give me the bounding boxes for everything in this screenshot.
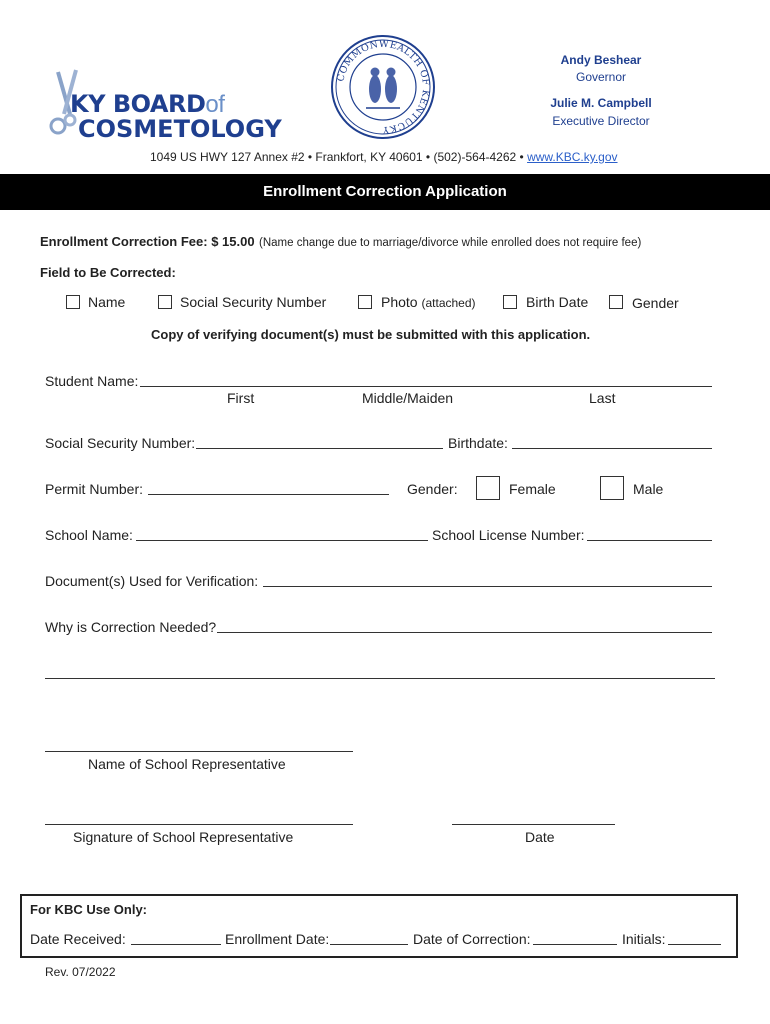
photo-checkbox[interactable] <box>358 295 372 309</box>
gender-checkbox[interactable] <box>609 295 623 309</box>
seal-icon <box>330 34 436 140</box>
middle-sublabel: Middle/Maiden <box>362 390 454 406</box>
kbc-logo <box>40 66 280 141</box>
ssn-input[interactable] <box>196 435 443 449</box>
gender-label: Gender: <box>407 481 458 497</box>
director-name: Julie M. Campbell <box>550 96 652 110</box>
kbc-use-title: For KBC Use Only: <box>30 902 148 917</box>
why-input[interactable] <box>217 619 712 633</box>
rep-signature-line[interactable] <box>45 811 353 825</box>
director-title: Executive Director <box>552 114 650 128</box>
name-option-label: Name <box>88 294 126 310</box>
logo-ky-board: KY BOARD <box>70 90 206 118</box>
rep-name-label: Name of School Representative <box>88 756 286 772</box>
initials-input[interactable] <box>668 931 721 945</box>
fee-note: (Name change due to marriage/divorce while enrolled does not require fee) <box>259 237 642 249</box>
signature-date-label: Date <box>525 829 555 845</box>
birthdate-input[interactable] <box>512 435 712 449</box>
first-sublabel: First <box>227 390 255 406</box>
date-of-correction-input[interactable] <box>533 931 617 945</box>
male-checkbox[interactable] <box>600 476 624 500</box>
permit-number-label: Permit Number: <box>45 481 144 497</box>
birth-date-option-label: Birth Date <box>526 294 589 310</box>
female-checkbox[interactable] <box>476 476 500 500</box>
birthdate-label: Birthdate: <box>448 435 508 451</box>
student-name-input[interactable] <box>140 373 712 387</box>
ssn-label: Social Security Number: <box>45 435 196 451</box>
fee-label: Enrollment Correction Fee: $ 15.00 <box>40 234 255 249</box>
male-label: Male <box>633 481 664 497</box>
enrollment-date-input[interactable] <box>330 931 408 945</box>
ssn-option-label: Social Security Number <box>180 294 327 310</box>
documents-label: Document(s) Used for Verification: <box>45 573 259 589</box>
logo-of: of <box>205 91 225 118</box>
date-received-input[interactable] <box>131 931 221 945</box>
signature-date-line[interactable] <box>452 811 615 825</box>
state-seal <box>330 34 436 140</box>
last-sublabel: Last <box>589 390 616 406</box>
gender-option-label: Gender <box>632 295 679 311</box>
why-label: Why is Correction Needed? <box>45 619 217 635</box>
copy-note: Copy of verifying document(s) must be submitted with this application. <box>151 327 591 342</box>
fee-line <box>40 233 641 251</box>
initials-label: Initials: <box>622 931 666 947</box>
address-text: 1049 US HWY 127 Annex #2 • Frankfort, KY 40601 • (502)-564-4262 • <box>150 150 524 164</box>
page-title: Enrollment Correction Application <box>0 174 770 210</box>
birth-date-checkbox[interactable] <box>503 295 517 309</box>
why-input-line-2[interactable] <box>45 665 715 679</box>
date-of-correction-label: Date of Correction: <box>413 931 531 947</box>
school-name-input[interactable] <box>136 527 428 541</box>
student-name-label: Student Name: <box>45 373 139 389</box>
kbc-use-box <box>20 894 738 958</box>
photo-option <box>381 294 476 310</box>
seal-text: COMMONWEALTH OF KENTUCKY <box>335 38 432 136</box>
permit-number-input[interactable] <box>148 481 389 495</box>
rep-signature-label: Signature of School Representative <box>73 829 294 845</box>
enrollment-date-label: Enrollment Date: <box>225 931 330 947</box>
documents-input[interactable] <box>263 573 712 587</box>
website-link[interactable]: www.KBC.ky.gov <box>527 150 618 164</box>
revision-label: Rev. 07/2022 <box>45 965 116 979</box>
female-label: Female <box>509 481 556 497</box>
name-checkbox[interactable] <box>66 295 80 309</box>
field-to-correct-label: Field to Be Corrected: <box>40 265 176 280</box>
date-received-label: Date Received: <box>30 931 126 947</box>
rep-name-line[interactable] <box>45 738 353 752</box>
photo-option-label: Photo <box>381 294 418 310</box>
governor-name: Andy Beshear <box>560 53 642 67</box>
school-license-input[interactable] <box>587 527 712 541</box>
governor-title: Governor <box>575 70 627 84</box>
photo-attached-note: (attached) <box>421 296 476 310</box>
school-license-label: School License Number: <box>432 527 585 543</box>
ssn-checkbox[interactable] <box>158 295 172 309</box>
logo-cosmetology: COSMETOLOGY <box>78 115 282 143</box>
school-name-label: School Name: <box>45 527 133 543</box>
address-line <box>150 150 618 164</box>
